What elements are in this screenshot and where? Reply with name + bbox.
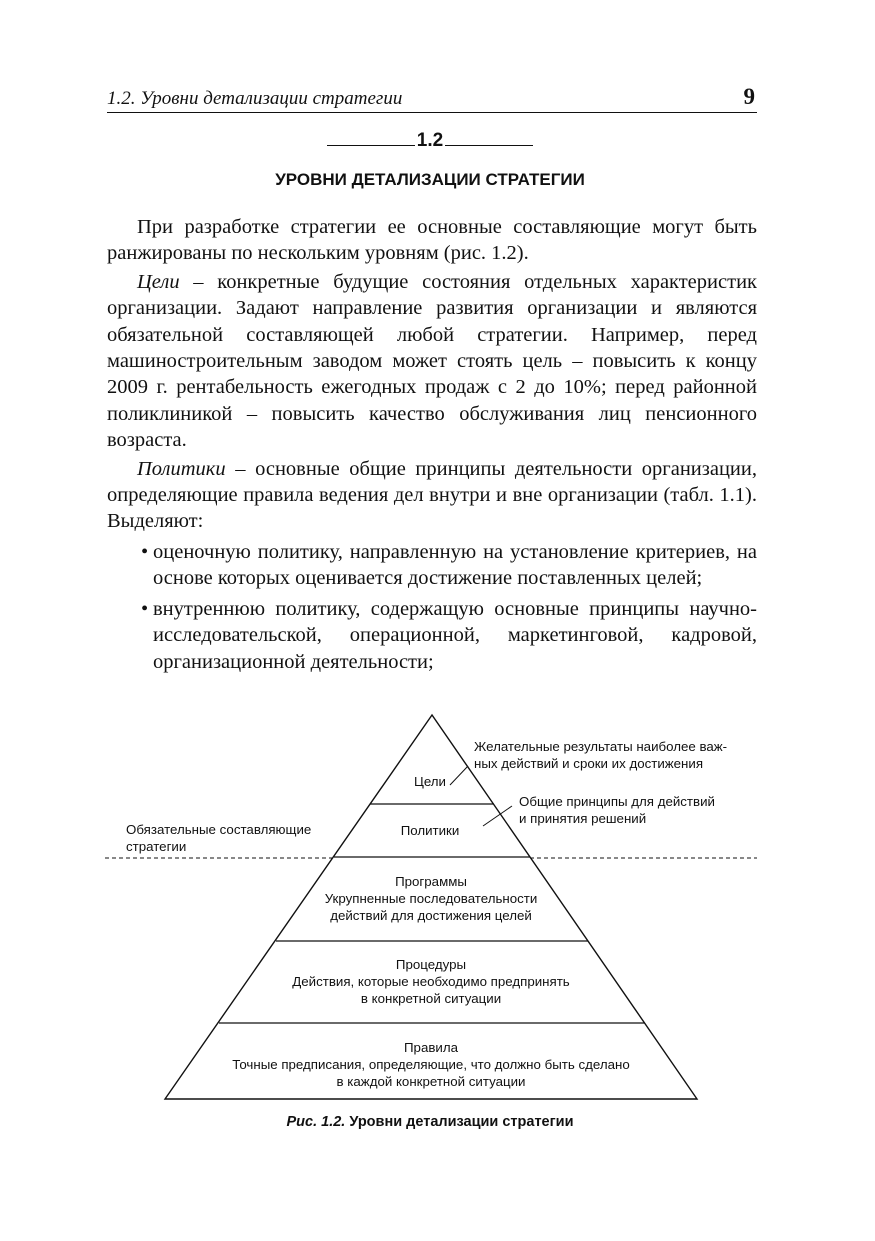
level-procedures-line: в конкретной ситуации	[360, 991, 502, 1006]
level-rules-line: в каждой конкретной ситуации	[336, 1074, 526, 1089]
caption-text: Уровни детализации стратегии	[345, 1114, 574, 1130]
level-policies-line: Политики	[400, 823, 460, 838]
section-rule-right	[445, 145, 533, 146]
paragraph-intro: При разработке стратегии ее основные составляющие могут быть ранжированы по нескольким уровням (рис. 1.2).	[107, 216, 757, 265]
figure-caption	[0, 1114, 860, 1130]
list-item-text: внутреннюю политику, содержащую основные принципы научно-исследовательской, операционной, маркетинговой, кадровой, организационной деятельности;	[153, 597, 757, 673]
mandatory-label-text: Обязательные составляющие	[126, 822, 312, 837]
policies-definition: – основные общие принципы деятельности организации, определяющие правила ведения дел внутри и вне организации (табл. 1.1). Выделяют:	[107, 457, 757, 533]
bullet-icon: •	[141, 540, 149, 563]
callout-goals-leader	[450, 766, 468, 785]
running-head	[107, 86, 757, 113]
level-goals-line: Цели	[414, 774, 446, 789]
section-rule-left	[327, 145, 415, 146]
term-goals: Цели	[137, 270, 180, 293]
level-rules-line: Точные предписания, определяющие, что должно быть сделано	[232, 1057, 630, 1072]
level-rules-line: Правила	[404, 1040, 458, 1055]
paragraph-goals	[107, 269, 757, 454]
policy-list	[107, 539, 757, 675]
strategy-pyramid-figure	[0, 700, 875, 1110]
paragraph-policies	[107, 456, 757, 535]
mandatory-label-text: стратегии	[126, 839, 187, 854]
list-item-text: оценочную политику, направленную на установление критериев, на основе которых оценивается достижение поставленных целей;	[153, 540, 757, 590]
level-procedures-line: Процедуры	[395, 957, 467, 972]
section-number-text: 1.2	[416, 130, 444, 151]
caption-label: Рис. 1.2.	[286, 1114, 346, 1130]
section-number	[0, 130, 860, 152]
term-policies: Политики	[137, 457, 226, 480]
section-title: УРОВНИ ДЕТАЛИЗАЦИИ СТРАТЕГИИ	[275, 170, 585, 189]
list-item	[141, 596, 757, 675]
body-text	[107, 214, 757, 679]
level-programs-line: Программы	[395, 874, 467, 889]
callout-policies-text: Общие принципы для действий	[519, 794, 715, 809]
callout-policies-text: и принятия решений	[519, 811, 647, 826]
list-item	[141, 539, 757, 592]
level-programs-line: действий для достижения целей	[330, 908, 532, 923]
callout-goals-text: Желательные результаты наиболее важ-	[474, 739, 728, 754]
level-programs-line: Укрупненные последовательности	[324, 891, 538, 906]
level-procedures-line: Действия, которые необходимо предпринять	[292, 974, 570, 989]
callout-goals-text: ных действий и сроки их достижения	[474, 756, 704, 771]
goals-definition: – конкретные будущие состояния отдельных характеристик организации. Задают направление развития организации и являются обязательной составляющей любой стратегии. Например, перед машиностроительным заводом может стоять цель – повысить к концу 2009 г. рентабельность ежегодных продаж с 2 до 10%; перед районной поликлиникой – повысить качество обслуживания лиц пенсионного возраста.	[107, 270, 757, 452]
bullet-icon: •	[141, 597, 149, 620]
running-title: 1.2. Уровни детализации стратегии	[107, 88, 403, 109]
page-number: 9	[743, 84, 755, 109]
